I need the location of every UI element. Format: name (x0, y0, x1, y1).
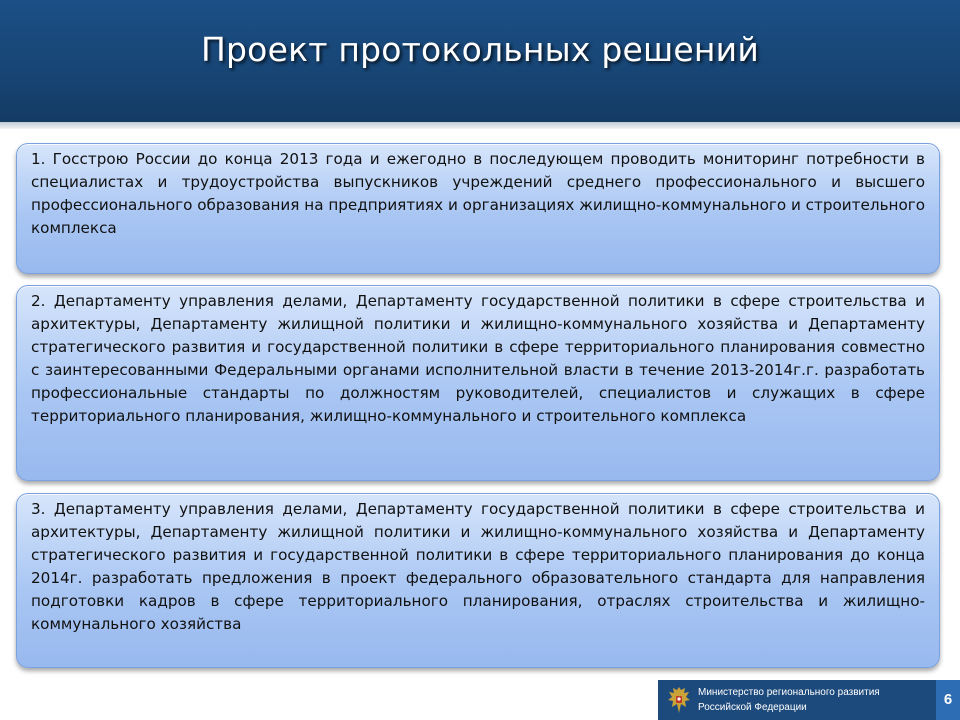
ministry-name (698, 685, 930, 715)
slide-header (0, 0, 960, 122)
ministry-footer (658, 680, 960, 720)
header-divider (0, 122, 960, 129)
ministry-line-2: Российской Федерации (698, 702, 807, 713)
coat-of-arms-icon (666, 685, 692, 715)
slide-title: Проект протокольных решений (201, 30, 759, 69)
page-number: 6 (936, 680, 960, 720)
decision-item-2: 2. Департаменту управления делами, Департаменту государственной политики в сфере строительства и архитектуры, Департаменту жилищной политики и жилищно-коммунального хозяйства и Департаменту стратегического развития и государственной политики в сфере территориального планирования совместно с заинтересованными Федеральными органами исполнительной власти в течение 2013-2014г.г. разработать профессиональные стандарты по должностям руководителей, специалистов и служащих в сфере территориального планирования, жилищно-коммунального и строительного комплекса (16, 285, 940, 481)
decision-item-3: 3. Департаменту управления делами, Департаменту государственной политики в сфере строительства и архитектуры, Департаменту жилищной политики и жилищно-коммунального хозяйства и Департаменту стратегического развития и государственной политики в сфере территориального планирования до конца 2014г. разработать предложения в проект федерального образовательного стандарта для направления подготовки кадров в сфере территориального планирования, отраслях строительства и жилищно-коммунального хозяйства (16, 493, 940, 668)
ministry-line-1: Министерство регионального развития (698, 687, 880, 698)
decision-item-1: 1. Госстрою России до конца 2013 года и ежегодно в последующем проводить мониторинг потребности в специалистах и трудоустройства выпускников учреждений среднего профессионального и высшего профессионального образования на предприятиях и организациях жилищно-коммунального и строительного комплекса (16, 143, 940, 274)
